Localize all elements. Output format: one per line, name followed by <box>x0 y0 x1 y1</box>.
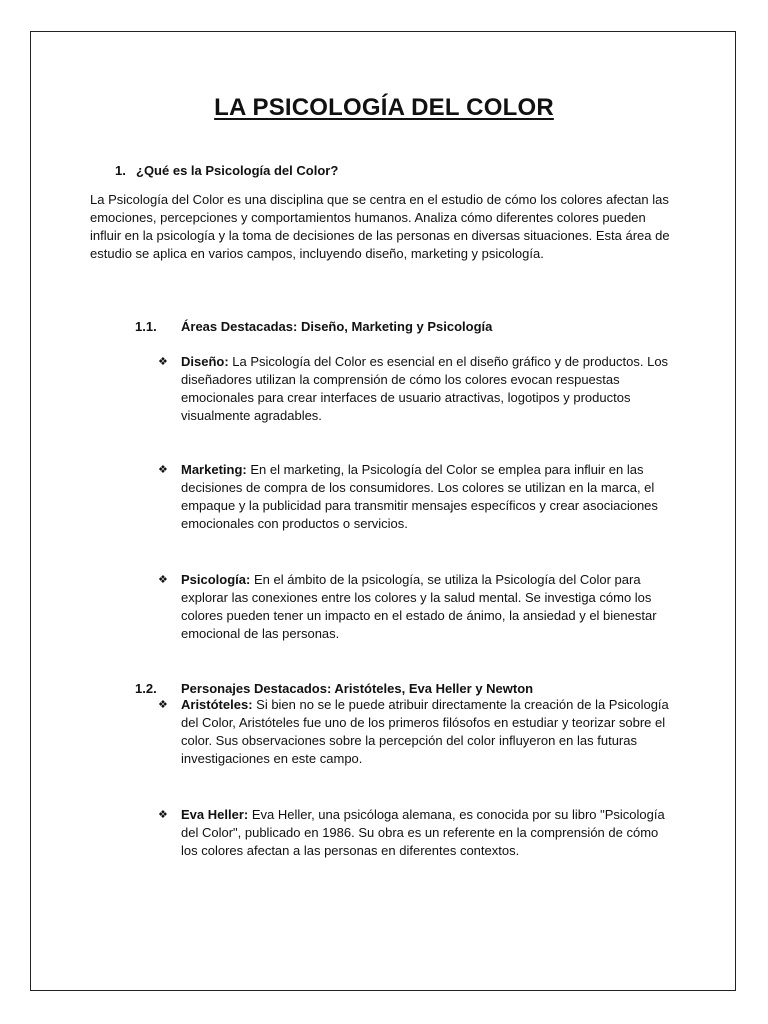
section-1-heading-text: ¿Qué es la Psicología del Color? <box>136 163 339 178</box>
section-1-1-number: 1.1. <box>135 319 157 334</box>
bullet-term: Aristóteles: <box>181 697 253 712</box>
diamond-bullet-icon: ❖ <box>158 464 168 476</box>
section-1-number: 1. <box>115 163 126 178</box>
bullet-text: En el ámbito de la psicología, se utiliza la Psicología del Color para explorar las conexiones entre los colores y la salud mental. Se investiga cómo los colores pueden tener un impacto en el estado de ánimo, la ansiedad y el bienestar emocional de las personas. <box>181 572 657 641</box>
section-1-2-number: 1.2. <box>135 681 157 696</box>
bullet-term: Diseño: <box>181 354 229 369</box>
bullet-text: Si bien no se le puede atribuir directamente la creación de la Psicología del Color, Aristóteles fue uno de los primeros filósofos en estudiar y teorizar sobre el color. Sus observaciones sobre la percepción del color influyeron en las futuras investigaciones en este campo. <box>181 697 669 766</box>
document-title: LA PSICOLOGÍA DEL COLOR <box>214 94 554 121</box>
diamond-bullet-icon: ❖ <box>158 699 168 711</box>
section-1-2-heading <box>135 681 533 696</box>
diamond-bullet-icon: ❖ <box>158 574 168 586</box>
section-1-heading <box>115 163 338 178</box>
bullet-psicologia <box>158 571 678 643</box>
bullet-term: Marketing: <box>181 462 247 477</box>
section-1-1-heading <box>135 319 492 334</box>
section-1-1-heading-text: Áreas Destacadas: Diseño, Marketing y Psicología <box>181 319 493 334</box>
bullet-text: En el marketing, la Psicología del Color se emplea para influir en las decisiones de compra de los consumidores. Los colores se utilizan en la marca, el empaque y la publicidad para transmitir mensajes específicos y crear asociaciones emocionales con productos o servicios. <box>181 462 658 531</box>
diamond-bullet-icon: ❖ <box>158 356 168 368</box>
diamond-bullet-icon: ❖ <box>158 809 168 821</box>
bullet-term: Psicología: <box>181 572 251 587</box>
bullet-aristoteles <box>158 696 678 768</box>
section-1-paragraph: La Psicología del Color es una disciplina que se centra en el estudio de cómo los colores afectan las emociones, percepciones y comportamientos humanos. Analiza cómo diferentes colores pueden influir en la psicología y la toma de decisiones de las personas en diversas situaciones. Esta área de estudio se aplica en varios campos, incluyendo diseño, marketing y psicología. <box>90 192 670 261</box>
bullet-term: Eva Heller: <box>181 807 249 822</box>
section-1-2-heading-text: Personajes Destacados: Aristóteles, Eva Heller y Newton <box>181 681 534 696</box>
bullet-text: La Psicología del Color es esencial en el diseño gráfico y de productos. Los diseñadores utilizan la comprensión de cómo los colores evocan respuestas emocionales para crear interfaces de usuario atractivas, logotipos y productos visualmente agradables. <box>181 354 669 423</box>
bullet-marketing <box>158 461 678 533</box>
bullet-diseno <box>158 353 678 425</box>
bullet-text: Eva Heller, una psicóloga alemana, es conocida por su libro "Psicología del Color", publicado en 1986. Su obra es un referente en la comprensión de cómo los colores afectan a las personas en diferentes contextos. <box>181 807 665 858</box>
bullet-eva-heller <box>158 806 678 860</box>
